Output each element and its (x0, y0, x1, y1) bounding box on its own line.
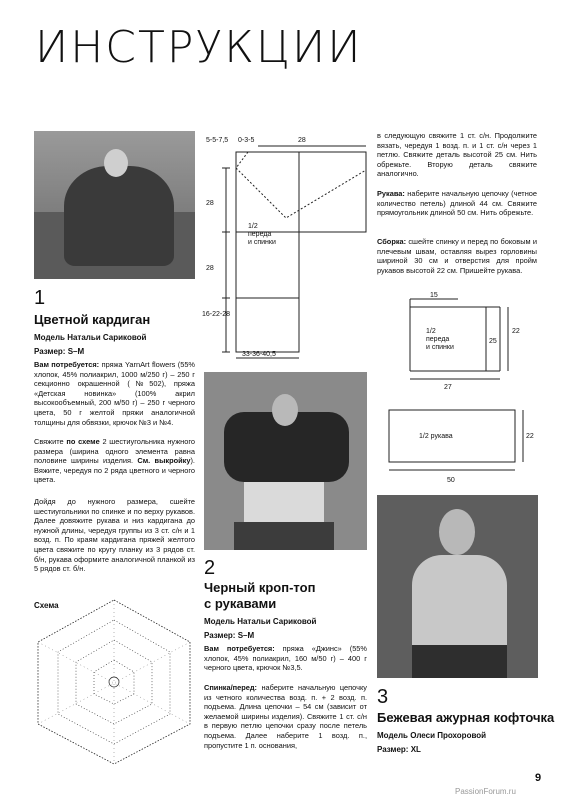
cardigan-photo (34, 131, 195, 279)
item2-model: Модель Натальи Сариковой (204, 617, 317, 626)
croptop-body-diagram (400, 289, 540, 394)
item1-para2: Свяжите по схеме 2 шестиугольника нужного размера (ширина одного элемента равна половине ширины изделия. См. выкройку). Вяжите, чередуя по 2 ряда цветного и черного цвета. (34, 437, 195, 485)
label-1: 1/2 (248, 223, 258, 230)
dim-bottom: 27 (444, 384, 452, 391)
blouse-photo (377, 495, 538, 678)
page-number: 9 (535, 772, 542, 784)
item2-body: Спинка/перед: наберите начальную цепочку из четного количества возд. п. + 2 возд. п. подъема. Длина цепочки – 54 см (зависит от желаемой ширины изделия). Свяжите 1 ст. с/н в первую петлю цепочки сразу после петель подъема. Далее наберите 1 возд. п., пропустите 1 п. основания, (204, 683, 367, 750)
label-1: 1/2 (426, 328, 436, 335)
item1-needs: Вам потребуется: пряжа YarnArt flowers (55% хлопок, 45% полиакрил, 1000 м/250 г) – 250 г секционно окрашенной (№502), пряжа «Детская новинка» (100% акрил высокообъемный, 200 м/50 г) – 250 г черного цвета, 50 г желтой пряжи аналогичной толщины для обвязки, крючок №3 и №4. (34, 360, 195, 427)
item3-size: Размер: XL (377, 745, 421, 754)
dim-left-2: 28 (206, 265, 214, 272)
item3-title: Бежевая ажурная кофточка (377, 710, 555, 725)
item2-size: Размер: S–M (204, 631, 255, 640)
item2-title-line2: с рукавами (204, 596, 277, 611)
label-3: и спинки (248, 239, 276, 246)
dim-top: 15 (430, 292, 438, 299)
col3-assembly: Сборка: сшейте спинку и перед по боковым и плечевым швам, оставляя вырез горловины шириной 30 см и отверстия для пройм рукавов высотой 22 см. Пришейте рукава. (377, 237, 537, 275)
item1-number: 1 (34, 287, 46, 309)
item1-title: Цветной кардиган (34, 312, 151, 327)
sleeve-label: 1/2 рукава (419, 433, 453, 440)
item1-model: Модель Натальи Сариковой (34, 333, 147, 342)
label-2: переда (426, 336, 450, 343)
crochet-scheme-diagram (30, 596, 198, 766)
item1-para3: Дойдя до нужного размера, сшейте шестиугольники по спинке и по верху рукавов. Далее довяжите рукава и низ кардигана до нужной длины, чередуя группы из 3 ст. с/н и 1 возд. п. По краям кардигана пряжей желтого цвета свяжите по кругу планку из 3 рядов ст. б/н, рукава оформите аналогичной планкой из 5 рядов ст. б/н. (34, 497, 195, 574)
croptop-photo (204, 372, 367, 550)
label-3: и спинки (426, 344, 454, 351)
dim-top-left: 5-5-7,5 (206, 137, 229, 144)
dim-left-3: 16-22-28 (202, 311, 231, 318)
dim-right-outer: 22 (512, 328, 520, 335)
item2-needs: Вам потребуется: пряжа «Джинс» (55% хлопок, 45% полиакрил, 160 м/50 г) – 400 г черного цвета, крючок №3,5. (204, 644, 367, 673)
item3-number: 3 (377, 686, 389, 708)
col3-para1: в следующую свяжите 1 ст. с/н. Продолжите вязать, чередуя 1 возд. п. и 1 ст. с/н через 1 петлю. Свяжите деталь высотой 25 см. Нить обрежьте. Вторую деталь свяжите аналогично. (377, 131, 537, 179)
dim-right-inner: 25 (489, 338, 497, 345)
item1-size: Размер: S–M (34, 347, 85, 356)
col3-sleeves: Рукава: наберите начальную цепочку (четное количество петель) длиной 44 см. Свяжите прямоугольник длиной 50 см. Нить обрежьте. (377, 189, 537, 218)
dim-top-right: 28 (298, 137, 306, 144)
dim-right: 22 (526, 433, 534, 440)
item2-number: 2 (204, 557, 216, 579)
item2-title-line1: Черный кроп-топ (204, 580, 316, 595)
cardigan-pattern-diagram (196, 130, 376, 365)
dim-bottom: 33-36-40,5 (242, 351, 276, 358)
dim-top-mid: 0-3-5 (238, 137, 255, 144)
page-title: ИНСТРУКЦИИ (35, 22, 363, 73)
dim-left-1: 28 (206, 200, 214, 207)
scheme-label: Схема (34, 601, 59, 610)
item3-model: Модель Олеси Прохоровой (377, 731, 487, 740)
watermark: PassionForum.ru (455, 787, 516, 796)
label-2: переда (248, 231, 272, 238)
dim-bottom: 50 (447, 477, 455, 484)
croptop-sleeve-diagram (385, 402, 535, 487)
